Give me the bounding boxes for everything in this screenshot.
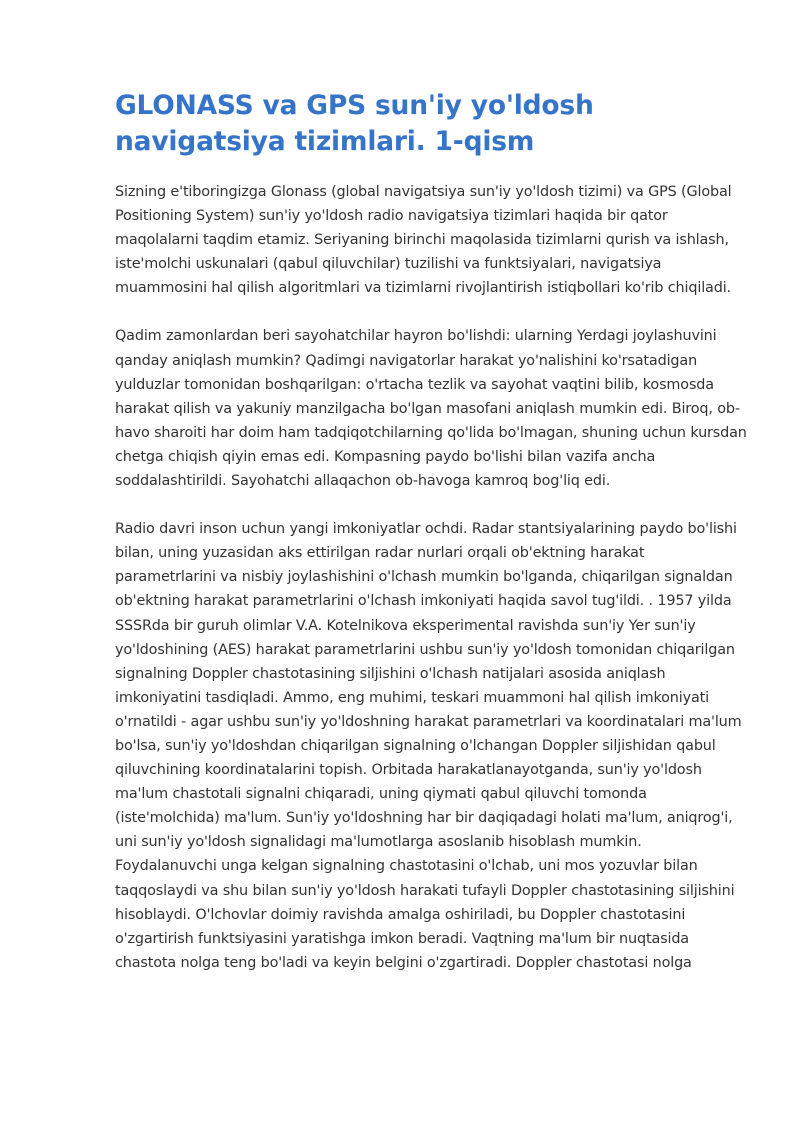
article-paragraph-intro: Sizning e'tiboringizga Glonass (global navigatsiya sun'iy yo'ldosh tizimi) va GPS (Global Positioning System) sun'iy yo'ldosh radio navigatsiya tizimlari haqida bir qator maqolalarni taqdim etamiz. Seriyaning birinchi maqolasida tizimlarni qurish va ishlash, iste'molchi uskunalari (qabul qiluvchilar) tuzilishi va funktsiyalari, navigatsiya muammosini hal qilish algoritmlari va tizimlarni rivojlantirish istiqbollari ko'rib chiqiladi. (115, 184, 732, 297)
article-paragraph-history: Qadim zamonlardan beri sayohatchilar hayron bo'lishdi: ularning Yerdagi joylashuvini qanday aniqlash mumkin? Qadimgi navigatorlar harakat yo'nalishini ko'rsatadigan yulduzlar tomonidan boshqarilgan: o'rtacha tezlik va sayohat vaqtini bilib, kosmosda harakat qilish va yakuniy manzilgacha bo'lgan masofani aniqlash mumkin edi. Biroq, ob-havo sharoiti har doim ham tadqiqotchilarning qo'lida bo'lmagan, shuning uchun kursdan chetga chiqish qiyin emas edi. Kompasning paydo bo'lishi bilan vazifa ancha soddalashtirildi. Sayohatchi allaqachon ob-havoga kamroq bog'liq edi. (115, 328, 747, 490)
article-paragraph-radio: Radio davri inson uchun yangi imkoniyatlar ochdi. Radar stantsiyalarining paydo bo'lishi bilan, uning yuzasidan aks ettirilgan radar nurlari orqali ob'ektning harakat parametrlarini va nisbiy joylashishini o'lchash mumkin bo'lganda, chiqarilgan signaldan ob'ektning harakat parametrlarini o'lchash imkoniyati haqida savol tug'ildi. . 1957 yilda SSSRda bir guruh olimlar V.A. Kotelnikova eksperimental ravishda sun'iy Yer sun'iy yo'ldoshining (AES) harakat parametrlarini ushbu sun'iy yo'ldosh tomonidan chiqarilgan signalning Doppler chastotasining siljishini o'lchash natijalari asosida aniqlash imkoniyatini tasdiqladi. Ammo, eng muhimi, teskari muammoni hal qilish imkoniyati o'rnatildi - agar ushbu sun'iy yo'ldoshning harakat parametrlari va koordinatalari ma'lum bo'lsa, sun'iy yo'ldoshdan chiqarilgan signalning o'lchangan Doppler siljishidan qabul qiluvchining koordinatalarini topish. Orbitada harakatlanayotganda, sun'iy yo'ldosh ma'lum chastotali signalni chiqaradi, uning qiymati qabul qiluvchi tomonda (iste'molchida) ma'lum. Sun'iy yo'ldoshning har bir daqiqadagi holati ma'lum, aniqrog'i, uni sun'iy yo'ldosh signalidagi ma'lumotlarga asoslanib hisoblash mumkin. Foydalanuvchi unga kelgan signalning chastotasini o'lchab, uni mos yozuvlar bilan taqqoslaydi va shu bilan sun'iy yo'ldosh harakati tufayli Doppler chastotasining siljishini hisoblaydi. O'lchovlar doimiy ravishda amalga oshiriladi, bu Doppler chastotasini o'zgartirish funktsiyasini yaratishga imkon beradi. Vaqtning ma'lum bir nuqtasida chastota nolga teng bo'ladi va keyin belgini o'zgartiradi. Doppler chastotasi nolga (115, 521, 742, 971)
article (115, 88, 747, 999)
article-title: GLONASS va GPS sun'iy yo'ldosh navigatsiya tizimlari. 1-qism (115, 90, 594, 157)
